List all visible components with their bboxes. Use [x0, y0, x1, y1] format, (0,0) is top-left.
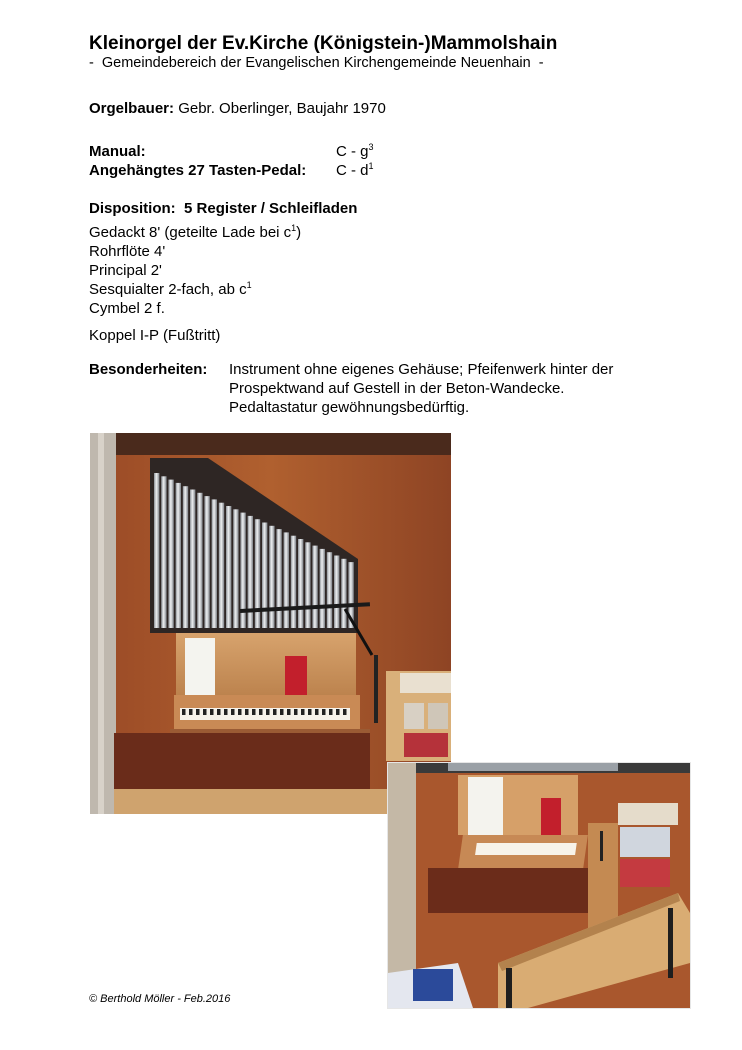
register-line — [89, 300, 165, 317]
register-line — [89, 262, 162, 279]
manual-range-base: C - g — [336, 143, 369, 160]
builder-label: Orgelbauer: — [89, 100, 175, 117]
register-line — [89, 281, 252, 298]
register-text-post: ) — [296, 224, 302, 241]
pedal-range — [336, 162, 374, 179]
pedal-range-sup: 1 — [368, 161, 374, 171]
pedal-range-base: C - d — [336, 162, 369, 179]
register-line — [89, 243, 165, 260]
register-text: Sesquialter 2-fach, ab c — [89, 281, 247, 298]
special-label: Besonderheiten: — [89, 361, 208, 378]
special-line: Prospektwand auf Gestell in der Beton-Wandecke. — [229, 380, 565, 397]
register-text: Principal 2' — [89, 262, 162, 279]
manual-label: Manual: — [89, 143, 146, 160]
pedal-label: Angehängtes 27 Tasten-Pedal: — [89, 162, 307, 179]
manual-range — [336, 143, 374, 160]
disposition-line — [89, 200, 357, 217]
coupler-line: Koppel I-P (Fußtritt) — [89, 327, 221, 344]
register-text: Cymbel 2 f. — [89, 300, 165, 317]
page-subtitle: - Gemeindebereich der Evangelischen Kirchengemeinde Neuenhain - — [89, 55, 544, 71]
builder-value: Gebr. Oberlinger, Baujahr 1970 — [178, 100, 386, 117]
manual-range-sup: 3 — [368, 142, 374, 152]
special-line: Pedaltastatur gewöhnungsbedürftig. — [229, 399, 470, 416]
register-text: Rohrflöte 4' — [89, 243, 166, 260]
builder-line — [89, 100, 386, 117]
disposition-value: 5 Register / Schleifladen — [184, 200, 358, 217]
page-title: Kleinorgel der Ev.Kirche (Königstein-)Mammolshain — [89, 33, 558, 54]
register-text: Gedackt 8' (geteilte Lade bei c — [89, 224, 292, 241]
disposition-label: Disposition: — [89, 200, 176, 217]
register-sup: 1 — [291, 223, 297, 233]
organ-photo-side — [387, 762, 691, 1009]
footer-credit: © Berthold Möller - Feb.2016 — [89, 993, 231, 1005]
organ-photo-front — [90, 433, 451, 814]
register-sup: 1 — [246, 280, 252, 290]
register-line — [89, 224, 301, 241]
special-line: Instrument ohne eigenes Gehäuse; Pfeifenwerk hinter der — [229, 361, 614, 378]
